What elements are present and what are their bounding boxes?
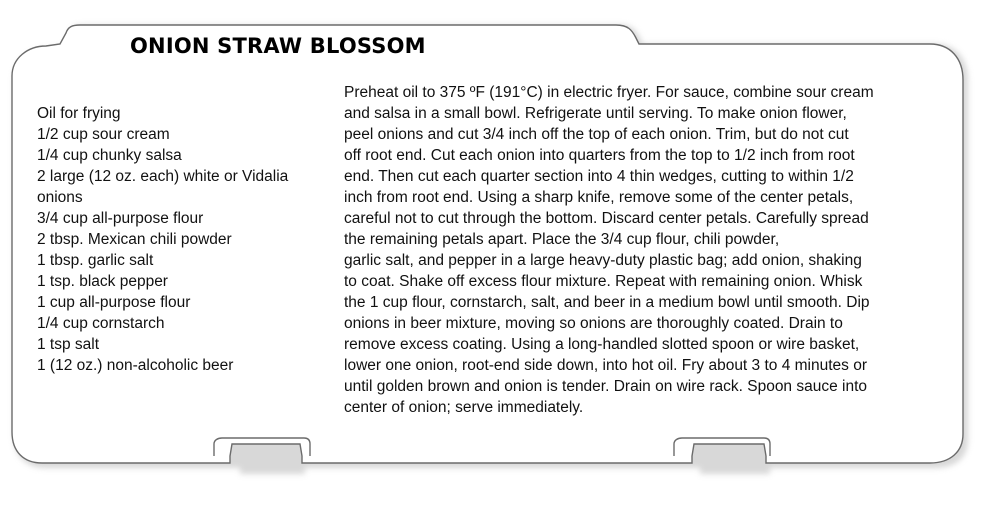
directions-line: garlic salt, and pepper in a large heavy-duty plastic bag; add onion, shaking	[344, 252, 862, 269]
recipe-title: ONION STRAW BLOSSOM	[130, 34, 426, 58]
ingredient-item: 1 tbsp. garlic salt	[37, 252, 154, 269]
ingredient-item: 1/4 cup chunky salsa	[37, 147, 182, 164]
directions-line: peel onions and cut 3/4 inch off the top of each onion. Trim, but do not cut	[344, 126, 849, 143]
directions-line: end. Then cut each quarter section into 4 thin wedges, cutting to within 1/2	[344, 168, 854, 185]
ingredient-item: 1 tsp. black pepper	[37, 273, 168, 290]
ingredient-item: 1/2 cup sour cream	[37, 126, 170, 143]
ingredient-item: 2 large (12 oz. each) white or Vidalia	[37, 168, 289, 185]
directions-line: careful not to cut through the bottom. Discard center petals. Carefully spread	[344, 210, 869, 227]
directions-line: inch from root end. Using a sharp knife, remove some of the center petals,	[344, 189, 854, 206]
directions-line: center of onion; serve immediately.	[344, 399, 584, 416]
directions-line: and salsa in a small bowl. Refrigerate until serving. To make onion flower,	[344, 105, 847, 122]
ingredient-item: Oil for frying	[37, 105, 121, 122]
ingredient-item: 1/4 cup cornstarch	[37, 315, 165, 332]
ingredient-item: 2 tbsp. Mexican chili powder	[37, 231, 232, 248]
ingredient-item: 1 cup all-purpose flour	[37, 294, 191, 311]
directions-text	[344, 82, 944, 418]
ingredient-item: 3/4 cup all-purpose flour	[37, 210, 204, 227]
ingredient-item: 1 (12 oz.) non-alcoholic beer	[37, 357, 234, 374]
ingredient-item: onions	[37, 189, 83, 206]
directions-line: Preheat oil to 375 ºF (191°C) in electric fryer. For sauce, combine sour cream	[344, 84, 874, 101]
directions-line: the remaining petals apart. Place the 3/4 cup flour, chili powder,	[344, 231, 780, 248]
directions-line: remove excess coating. Using a long-handled slotted spoon or wire basket,	[344, 336, 860, 353]
directions-line: to coat. Shake off excess flour mixture. Repeat with remaining onion. Whisk	[344, 273, 863, 290]
directions-line: onions in beer mixture, moving so onions are thoroughly coated. Drain to	[344, 315, 843, 332]
directions-line: off root end. Cut each onion into quarters from the top to 1/2 inch from root	[344, 147, 855, 164]
directions-line: the 1 cup flour, cornstarch, salt, and beer in a medium bowl until smooth. Dip	[344, 294, 870, 311]
ingredient-item: 1 tsp salt	[37, 336, 100, 353]
directions-line: lower one onion, root-end side down, into hot oil. Fry about 3 to 4 minutes or	[344, 357, 867, 374]
ingredients-list	[37, 103, 332, 376]
directions-line: until golden brown and onion is tender. Drain on wire rack. Spoon sauce into	[344, 378, 868, 395]
